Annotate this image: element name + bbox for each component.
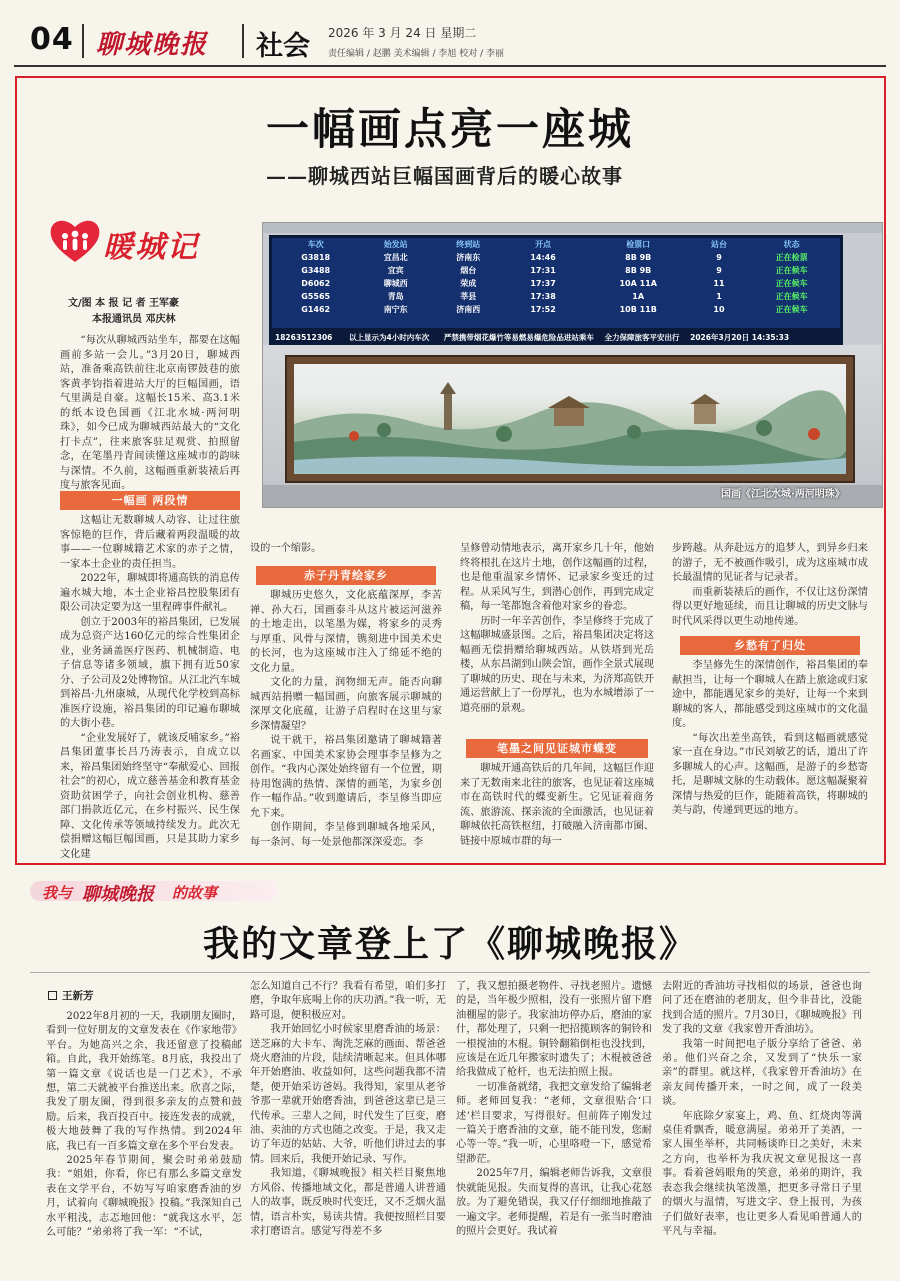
board-cell: 正在检票 [775,253,808,262]
board-cell: 正在候车 [775,266,808,275]
heart-people-icon [47,216,103,266]
board-cell: 17:52 [530,305,556,314]
paragraph: 2022年，聊城即将通高铁的消息传遍水城大地，本土企业裕昌控股集团有限公司决定要为这一里程碑事件献礼。 [60,573,240,613]
painting-frame [285,355,855,483]
page-number: 04 [30,22,74,57]
subhead-3: 笔墨之间见证城市蝶变 [466,739,648,758]
board-cell: 正在候车 [775,292,808,301]
paragraph: 文化的力量，润物细无声。能否向聊城西站捐赠一幅国画，向旅客展示聊城的深厚文化底蕴，让游子启程时在这里与家乡深情凝望？ [250,677,442,732]
paragraph: 李呈修先生的深情创作，裕昌集团的奉献担当，让每一个聊城人在踏上旅途或归家途中，都能遇见家乡的美好，让每一个来到聊城的客人，都能感受到这座城市的文化温度。 [672,660,868,729]
board-cell: 南宁东 [383,305,408,314]
byline-correspondent: 本报通讯员 邓庆林 [92,314,176,325]
banner-suffix: 的故事 [172,884,218,902]
paragraph: 历时一年辛苦创作，李呈修终于完成了这幅聊城盛景图。之后，裕昌集团决定将这幅画无偿捐赠给聊城西站。从铁塔到光岳楼，从东昌湖到山陕会馆，画作全景式展现了聊城的历史、现在与未来，为济郑高铁开通运营献上了一份厚礼，也为水城增添了一道亮丽的景观。 [460,615,654,714]
board-cell: 济南西 [456,305,481,314]
board-header: 检票口 [626,240,651,249]
subhead-1: 一幅画 两段情 [60,491,240,510]
board-cell: 宜宾 [387,266,404,275]
banner-paper: 聊城晚报 [82,884,154,905]
story2-col4 [662,980,862,1239]
board-cell: 8B 9B [625,266,652,275]
board-footer [269,331,843,345]
landscape-painting [294,364,846,474]
board-cell: 济南东 [456,253,481,262]
paragraph: 2025年春节期间，聚会时弟弟鼓励我：“姐姐，你看，你已有那么多篇文章发表在文学平台，不妨写写咱家磨香油的岁月，试着向《聊城晚报》投稿。”我深知自己水平粗浅，志忑地回他：“就我这水平，怎么可能？”弟弟将了我一军：“不试， [46,1155,242,1239]
paragraph: 呈修曾动情地表示，离开家乡几十年，他始终将根扎在这片土地，创作这幅画的过程，也是他重温家乡情怀、记录家乡变迁的过程。从采风写生，到潜心创作，再到完成定稿，每一笔都饱含着他对家乡的眷恋。 [460,543,654,612]
story2-col3 [456,980,652,1239]
feature-col3-top [460,542,654,716]
board-cell: 聊城西 [383,279,408,288]
photo-caption: 国画《江北水城·两河明珠》 [721,489,845,500]
board-cell: 1A [632,292,645,301]
board-cell: G3818 [301,253,331,262]
board-notice: 严禁携带烟花爆竹等易燃易爆危险品进站乘车 [443,333,594,342]
board-cell: 10A 11A [619,279,657,288]
feature-subtitle: ——聊城西站巨幅国画背后的暖心故事 [266,164,623,188]
board-header: 始发站 [383,240,408,249]
subhead-2: 赤子丹青绘家乡 [256,566,436,585]
banner-prefix: 我与 [42,884,73,902]
board-header: 开点 [535,240,552,249]
board-cell: 17:38 [530,292,556,301]
column-name: 暖城记 [103,230,199,265]
feature-col4-bottom [672,659,868,819]
issue-date: 2026 年 3 月 24 日 星期二 [328,26,477,40]
paragraph: 了，我又想拍摄老物件、寻找老照片。遗憾的是，当年极少照相，没有一张照片留下磨油棚屋的影子。我家油坊停办后，磨油的家什，都处理了，只剩一把招揽顾客的铜铃和一根搅油的木棍。铜铃翻箱倒柜也没找到，应该是在近几年搬家时遗失了；木棍被爸爸给我做成了枪杆，也无法拍照上报。 [456,981,652,1079]
byline-reporter: 文/图 本 报 记 者 王军豪 [68,298,180,309]
feature-col3-bottom [460,762,654,849]
board-row [272,277,840,290]
paragraph: 一切准备就绪，我把文章发给了编辑老师。老师回复我：“老师，文章很贴合‘口述’栏目要求，写得很好。但前阵子刚发过一篇关于磨香油的文章，能不能刊发，您耐心等一等。”我一听，心里咯噔一下，感觉希望渺茫。 [456,1081,652,1165]
story2-col1 [46,1010,242,1241]
board-cell: 17:31 [530,266,556,275]
paragraph: 2022年8月初的一天，我刷朋友圈时，看到一位好朋友的文章发表在《作家地带》平台。为她高兴之余，我还留意了投稿邮箱。自此，我开始练笔。8月底，我投出了第一篇文章《说话也是一门艺术》，不承想，第二天就被平台推送出来。欣喜之际，我发了朋友圈，得到很多亲友的点赞和鼓励。后来，我百投百中。接连发表的成就，极大地鼓舞了我的写作热情。到2024年底，我已有一百多篇文章在多个平台发表。 [46,1011,242,1152]
board-cell: 17:37 [530,279,556,288]
paragraph: 年底除夕家宴上，鸡、鱼、红烧肉等满桌佳肴飘香，暖意满屋。弟弟开了美酒，一家人围坐举杯，共同畅谈昨日之美好，未来之方向，也举杯为我庆祝文章见报这一喜事。看着爸妈眼角的笑意，弟弟的期许，我表态我会继续执笔泼墨，把更多寻常日子里的烟火与温情，写进文字、登上报刊，为孩子们做好表率，也让更多人看见咱普通人的平凡与幸福。 [662,1110,862,1237]
paragraph: 创作期间，李呈修到聊城各地采风，每一条河、每一处景他都深深爱恋。李 [250,822,442,848]
board-cell: 荣成 [460,279,477,288]
board-cell: 10 [713,305,725,314]
board-cell: 正在候车 [775,305,808,314]
ceiling [263,223,883,233]
board-phone: 18263512306 [275,333,333,342]
paragraph: 聊城历史悠久，文化底蕴深厚，李苦禅、孙大石，国画泰斗从这片被运河滋养的土地走出，以笔墨为媒，将家乡的灵秀与厚重、风骨与深情，镌刻进中国美术史的长河，也为这座城市注入了绵延不绝的文化力量。 [250,590,442,674]
story2-author [48,988,94,1003]
board-header: 状态 [783,240,800,249]
story2-title: 我的文章登上了《聊城晚报》 [202,923,697,965]
board-row [272,264,840,277]
board-note: 以上显示为4小时内车次 [349,333,430,342]
paragraph: 创立于2003年的裕昌集团，已发展成为总资产达160亿元的综合性集团企业，业务涵盖医疗医药、机械制造、电子信息等诸多领域，旗下拥有近50家分、子公司及2处博物馆。从江北汽车城到裕昌·九州康城，从现代化学校到高标准医疗设施，裕昌集团的印记遍布聊城的大街小巷。 [60,616,240,729]
board-cell: 10B 11B [619,305,657,314]
feature-col1-top [60,334,240,494]
paragraph: 我第一时间把电子版分享给了爸爸、弟弟。他们兴奋之余，又发到了“快乐一家亲”的群里。就这样，《我家曾开香油坊》在亲友间传播开来，一时之间，成了一段美谈。 [662,1038,862,1108]
story-banner [30,879,280,903]
board-row [272,290,840,303]
feature-byline [68,296,179,328]
paper-logo: 聊城晚报 [96,30,209,60]
paragraph: 去附近的香油坊寻找相似的场景，爸爸也询问了还在磨油的老朋友，但今非昔比，没能找到合适的照片。7月30日，《聊城晚报》刊发了我的文章《我家曾开香油坊》。 [662,981,862,1036]
board-cell: 青岛 [387,292,404,301]
departure-board [269,235,843,331]
title-rule [30,972,870,973]
paragraph: “每次从聊城西站坐车，都要在这幅画前多站一会儿。”3月20日，聊城西站，准备乘高铁前往北京南锣鼓巷的旅客黄孝钧指着进站大厅的巨幅国画，语气里满是自豪。这幅长15米、高3.1米的纸本设色国画《江北水城·两河明珠》，如今已成为聊城西站最大的“文化打卡点”，往来旅客驻足观赏、拍照留念，在笔墨丹青间读懂这座城市的韵味与深情。不久前，这幅画重新装裱后再度与旅客见面。 [60,335,240,491]
paragraph: 而重新装裱后的画作，不仅让这份深情得以更好地延续，而且让聊城的历史文脉与时代风采得以更生动地传递。 [672,586,868,627]
feature-col4-top [672,542,868,629]
story2-col2 [250,980,446,1239]
board-header: 站台 [710,240,727,249]
board-header: 车次 [307,240,324,249]
masthead-divider [242,24,244,58]
board-cell: 9 [716,266,722,275]
board-cell: D6062 [301,279,331,288]
paragraph: 步跨越。从奔赴远方的追梦人，到异乡归来的游子，无不被画作吸引，成为这座城市成长最温情的见证者与记录者。 [672,543,868,583]
subhead-4: 乡愁有了归处 [680,636,860,655]
board-cell: 正在候车 [775,279,808,288]
paragraph: 聊城开通高铁后的几年间，这幅巨作迎来了无数南来北往的旅客，也见证着这座城市在高铁时代的蝶变新生。它见证着商务流、旅游流、探亲流的全面激活，也见证着聊城依托高铁枢纽，打破融入济南都市圈、链接中原城市群的每一 [460,763,654,847]
column-logo [47,216,227,268]
paragraph: 说干就干，裕昌集团邀请了聊城籍著名画家、中国美术家协会理事李呈修为之创作。“我内心深处始终留有一个位置，期待用饱满的热情、深情的画笔，为家乡创作一幅作品。”收到邀请后，李呈修当即应允下来。 [250,735,442,819]
board-cell: 8B 9B [625,253,652,262]
board-cell: 9 [716,253,722,262]
paragraph: 我知道，《聊城晚报》相关栏目聚焦地方风俗、传播地域文化，都是普通人讲普通人的故事，既反映时代变迁，又不乏烟火温情，语言朴实，易读共情。我便按照栏目要求打磨语言。感觉写得差不多 [250,1168,446,1237]
square-icon [48,991,57,1000]
paragraph: 设的一个缩影。 [250,543,322,554]
feature-col2-top [250,542,442,557]
board-cell: 11 [713,279,725,288]
paragraph: 这幅让无数聊城人动容、让过往旅客惊艳的巨作，背后藏着两段温暖的故事——一位聊城籍艺术家的赤子之情，一家本土企业的责任担当。 [60,515,240,570]
board-cell: 莘县 [460,292,477,301]
board-cell: G3488 [301,266,331,275]
board-cell: G1462 [301,305,331,314]
board-cell: 宜昌北 [383,253,408,262]
board-row [272,251,840,264]
board-cell: 1 [716,292,722,301]
station-photo [262,222,883,508]
painting [294,364,846,474]
masthead-divider [82,24,84,58]
paragraph: “每次出差坐高铁，看到这幅画就感觉家一直在身边。”市民刘敏艺的话，道出了许多聊城人的心声。这幅画，是游子的乡愁寄托，是聊城文脉的生动载体。愿这幅凝聚着深情与热爱的巨作，能随着高铁，将聊城的美与韵，传递到更远的地方。 [672,732,868,816]
paragraph: 我开始回忆小时候家里磨香油的场景：送芝麻的大卡车、淘洗芝麻的画面、帮爸爸烧火磨油的片段，陆续清晰起来。但具体哪年开始磨油、收益如何，这些问题我都不清楚，便开始采访爸妈。我得知，家里从老爷爷那一辈就开始磨香油，到爸爸这辈已是三代传承。三辈人之间，时代发生了巨变，磨油、卖油的方式也随之改变。于是，我又走访了年迈的姑姑、大爷，听他们讲过去的事情。回来后，我便开始记录、写作。 [250,1024,446,1165]
board-cell: 烟台 [460,266,477,275]
editor-credits: 责任编辑 / 赵鹏 美术编辑 / 李旭 校对 / 李丽 [328,49,504,59]
board-slogan: 全力保障旅客平安出行 [604,333,680,342]
section-name: 社会 [256,31,310,62]
feature-title: 一幅画点亮一座城 [266,105,634,155]
author-name: 王新芳 [62,990,94,1002]
masthead-rule [14,65,886,67]
board-row [272,303,840,316]
feature-col1-bottom [60,514,240,862]
board-cell: G5565 [301,292,331,301]
board-datetime: 2026年3月20日 14:35:33 [690,333,790,342]
paragraph: 2025年7月，编辑老师告诉我，文章很快就能见报。失而复得的喜讯，让我心花怒放。为了避免错误，我又仔仔细细地推敲了一遍文字。老师提醒，若是有一张当时磨油的照片会更好。我试着 [456,1168,652,1237]
feature-col2-bottom [250,589,442,850]
page-masthead [0,0,900,66]
paragraph: 怎么知道自己不行？我看有希望，咱们多打磨，争取年底喝上你的庆功酒。”我一听，无路可退，便积极应对。 [250,981,446,1021]
paragraph: “企业发展好了，就该反哺家乡。”裕昌集团董事长吕乃涛表示，自成立以来，裕昌集团始终坚守“奉献爱心、回报社会”的初心，成立慈善基金和教育基金资助贫困学子，向社会创业机构、慈善部门捐款近亿元，在乡村振兴、民生保障、文化传承等领域持续发力。此次无偿捐赠这幅巨幅国画，只是其助力家乡文化建 [60,732,240,860]
board-cell: 14:46 [530,253,556,262]
board-header: 终到站 [456,240,481,249]
